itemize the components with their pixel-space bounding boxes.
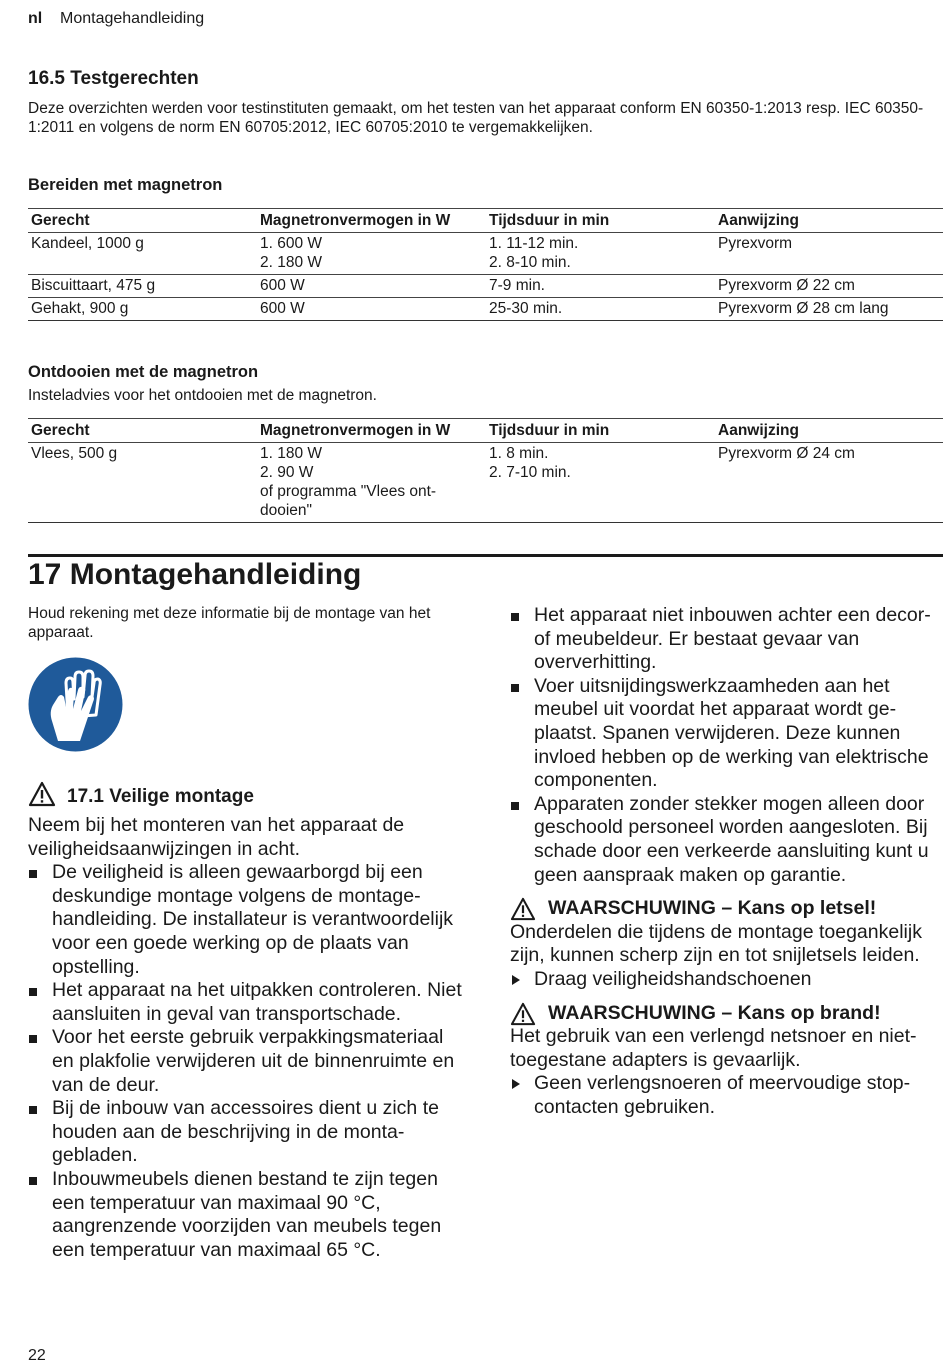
warning-heading-injury (510, 897, 942, 921)
table-title-bereiden: Bereiden met magnetron (28, 176, 223, 194)
warning-triangle-icon (510, 897, 536, 921)
table-bereiden (28, 208, 943, 321)
table-cell: Pyrexvorm Ø 22 cm (715, 275, 943, 298)
table-cell: 1. 600 W 2. 180 W (257, 233, 486, 275)
list-item: Het apparaat niet inbouwen achter een decor- of meubeldeur. Er bestaat gevaar van oververhitting. (510, 604, 942, 675)
column-header: Magnetronvermogen in W (257, 419, 486, 443)
chapter-rule (28, 554, 943, 557)
section-heading-17-1: 17.1 Veilige montage (67, 786, 254, 807)
section-heading-16-5: 16.5 Testgerechten (28, 68, 199, 89)
column-header: Tijdsduur in min (486, 209, 715, 233)
table-cell: 7-9 min. (486, 275, 715, 298)
column-header: Gerecht (28, 419, 257, 443)
running-header: Montagehandleiding (60, 10, 205, 27)
table-header-row (28, 209, 943, 233)
list-item: Inbouwmeubels dienen bestand te zijn tegen een temperatuur van maximaal 90 °C, aangrenzende voorzijden van meubels tegen een temperatuur van maximaal 65 °C. (28, 1168, 466, 1262)
table-cell: Vlees, 500 g (28, 443, 257, 523)
table-cell: 1. 11-12 min. 2. 8-10 min. (486, 233, 715, 275)
warning-triangle-icon (28, 781, 56, 807)
left-column (28, 814, 466, 1262)
chapter-note: Houd rekening met deze informatie bij de montage van het apparaat. (28, 605, 431, 641)
gloves-icon (28, 657, 123, 752)
table-cell: 25-30 min. (486, 298, 715, 321)
warning-text: Het gebruik van een verlengd netsnoer en niet-toegestane adapters is gevaarlijk. (510, 1025, 917, 1071)
warning-actions (510, 1072, 942, 1119)
table-cell: Kandeel, 1000 g (28, 233, 257, 275)
section-intro: Deze overzichten werden voor testinstituten gemaakt, om het testen van het apparaat conform EN 60350-1:2013 resp. IEC 60350-1:2011 en volgens de norm EN 60705:2012, IEC 60705:2010 te vergemakkelijken. (28, 100, 924, 136)
table-ontdooien (28, 418, 943, 523)
table-row (28, 233, 943, 275)
list-item: Het apparaat na het uitpakken controleren. Niet aansluiten in geval van transportschade. (28, 979, 466, 1026)
safety-list-left (28, 861, 466, 1262)
warning-text: Onderdelen die tijdens de montage toegankelijk zijn, kunnen scherp zijn en tot snijletsels leiden. (510, 920, 922, 967)
table-cell: Pyrexvorm Ø 28 cm lang (715, 298, 943, 321)
page-number: 22 (28, 1347, 46, 1364)
list-item: Bij de inbouw van accessoires dient u zich te houden aan de beschrijving in de montagebladen. (28, 1097, 466, 1168)
table-cell: 1. 180 W 2. 90 W of programma "Vlees ont- dooien" (257, 443, 486, 523)
table-header-row (28, 419, 943, 443)
lead-paragraph: Neem bij het monteren van het apparaat de veiligheidsaanwijzingen in acht. (28, 814, 405, 860)
warning-title: WAARSCHUWING – Kans op letsel! (548, 897, 877, 920)
table-cell: 1. 8 min. 2. 7-10 min. (486, 443, 715, 523)
language-code: nl (28, 10, 43, 27)
table-row (28, 298, 943, 321)
column-header: Aanwijzing (715, 419, 943, 443)
table-cell: Pyrexvorm (715, 233, 943, 275)
table-title-ontdooien: Ontdooien met de magnetron (28, 363, 259, 381)
column-header: Aanwijzing (715, 209, 943, 233)
table-row (28, 443, 943, 523)
warning-heading-fire (510, 1002, 942, 1026)
list-item: De veiligheid is alleen gewaarborgd bij een deskundige montage volgens de montagehandleiding. De installateur is verantwoordelijk voor een goede werking op de plaats van opstelling. (28, 861, 466, 979)
column-header: Magnetronvermogen in W (257, 209, 486, 233)
table-row (28, 275, 943, 298)
warning-title: WAARSCHUWING – Kans op brand! (548, 1001, 881, 1024)
table-cell: 600 W (257, 298, 486, 321)
column-header: Tijdsduur in min (486, 419, 715, 443)
list-item: Voer uitsnijdingswerkzaamheden aan het meubel uit voordat het apparaat wordt geplaatst. Spanen verwijderen. Deze kunnen invloed hebben op de werking van elektrische componenten. (510, 675, 942, 793)
column-header: Gerecht (28, 209, 257, 233)
table-cell: Pyrexvorm Ø 24 cm (715, 443, 943, 523)
safety-list-right (510, 604, 942, 887)
chapter-heading: 17 Montagehandleiding (28, 558, 362, 591)
table-subtitle: Insteladvies voor het ontdooien met de magnetron. (28, 387, 377, 404)
table-cell: Gehakt, 900 g (28, 298, 257, 321)
action-item: Draag veiligheidshandschoenen (510, 968, 942, 992)
list-item: Apparaten zonder stekker mogen alleen door geschoold personeel worden aangesloten. Bij schade door een verkeerde aansluiting kunt u geen aanspraak maken op garantie. (510, 793, 942, 887)
warning-triangle-icon (510, 1002, 536, 1026)
table-cell: 600 W (257, 275, 486, 298)
list-item: Voor het eerste gebruik verpakkingsmateriaal en plakfolie verwijderen uit de binnenruimte en van de deur. (28, 1026, 466, 1097)
action-item: Geen verlengsnoeren of meervoudige stopcontacten gebruiken. (510, 1072, 942, 1119)
warning-actions (510, 968, 942, 992)
table-cell: Biscuittaart, 475 g (28, 275, 257, 298)
right-column (510, 604, 942, 1119)
